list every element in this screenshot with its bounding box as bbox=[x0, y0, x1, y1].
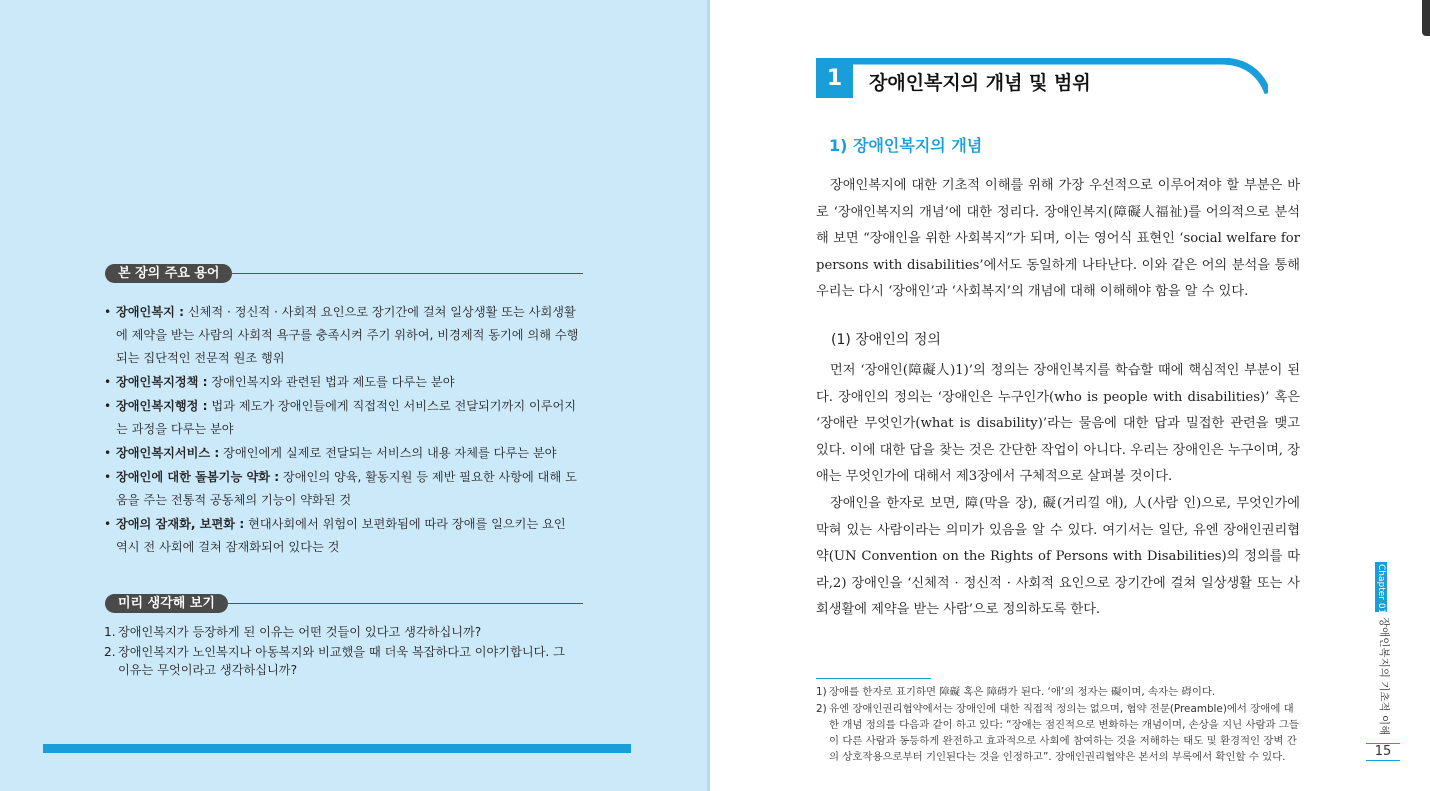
chapter-tab-label: Chapter 01 bbox=[1376, 564, 1386, 615]
term-name: 장애인복지행정 : bbox=[116, 399, 208, 413]
term-name: 장애인복지서비스 : bbox=[116, 446, 220, 460]
paragraph-2 bbox=[816, 358, 1300, 491]
term-description: 장애인복지와 관련된 법과 제도를 다루는 분야 bbox=[207, 375, 455, 389]
question-text: 장애인복지가 등장하게 된 이유는 어떤 것들이 있다고 생각하십니까? bbox=[118, 625, 482, 639]
term-item bbox=[104, 371, 579, 394]
chapter-tab bbox=[1375, 562, 1387, 615]
preview-label: 미리 생각해 보기 bbox=[105, 594, 228, 613]
key-terms-list bbox=[104, 301, 579, 560]
paragraph-3 bbox=[816, 491, 1300, 624]
paragraph-3-text: 장애인을 한자로 보면, 障(막을 장), 礙(거리낄 애), 人(사람 인)으로, 무엇인가에 막혀 있는 사람이라는 의미가 있음을 알 수 있다. 여기서는 일단, 유엔 장애인권리협약(UN Convention on the Rights of Persons with Disabilities)의 정의를 따라,2) 장애인을 ‘신체적 · 정신적 · 사회적 요인으로 장기간에 걸쳐 일상생활 또는 사회생활에 제약을 받는 사람’으로 정의하도록 한다. bbox=[816, 496, 1300, 618]
footnotes bbox=[816, 684, 1302, 766]
term-item bbox=[104, 395, 579, 441]
footnote-number: 2) bbox=[816, 703, 827, 715]
term-description: 신체적 · 정신적 · 사회적 요인으로 장기간에 걸쳐 일상생활 또는 사회생활에 제약을 받는 사람의 사회적 욕구를 충족시켜 주기 위하여, 비경제적 동기에 의해 수행되는 집단적인 전문적 원조 행위 bbox=[116, 305, 579, 365]
footnote-rule bbox=[816, 678, 931, 679]
key-terms-rule bbox=[223, 273, 583, 274]
section-title: 장애인복지의 개념 및 범위 bbox=[869, 72, 1091, 94]
paragraph-2-text: 먼저 ‘장애인(障礙人)1)’의 정의는 장애인복지를 학습할 때에 핵심적인 부분이 된다. 장애인의 정의는 ‘장애인은 누구인가(who is people with disabilities)’ 혹은 ‘장애란 무엇인가(what is disability)’라는 물음에 대한 답과 밀접한 관련을 맺고 있다. 이에 대한 답을 찾는 것은 간단한 작업이 아니다. 우리는 장애인은 누구이며, 장애는 무엇인가에 대해서 제3장에서 구체적으로 살펴볼 것이다. bbox=[816, 363, 1300, 485]
term-description: 법과 제도가 장애인들에게 직접적인 서비스로 전달되기까지 이루어지는 과정을 다루는 분야 bbox=[116, 399, 577, 436]
scroll-handle[interactable] bbox=[1422, 0, 1430, 36]
term-name: 장애인복지정책 : bbox=[116, 375, 208, 389]
term-name: 장애인에 대한 돌봄기능 약화 : bbox=[116, 470, 280, 484]
bottom-accent-bar bbox=[43, 744, 631, 753]
term-item bbox=[104, 301, 579, 370]
question-number: 1. bbox=[104, 625, 116, 639]
paragraph-1 bbox=[816, 173, 1300, 306]
subsection-title: 1) 장애인복지의 개념 bbox=[829, 136, 983, 155]
minor-title: (1) 장애인의 정의 bbox=[831, 332, 941, 348]
page-number: 15 bbox=[1366, 743, 1400, 761]
left-page bbox=[0, 0, 707, 791]
preview-rule bbox=[223, 603, 583, 604]
term-item bbox=[104, 466, 579, 512]
footnote-number: 1) bbox=[816, 686, 827, 698]
term-description: 현대사회에서 위험이 보편화됨에 따라 장애를 일으키는 요인 역시 전 사회에 걸쳐 잠재화되어 있다는 것 bbox=[116, 517, 566, 554]
term-name: 장애의 잠재화, 보편화 : bbox=[116, 517, 245, 531]
key-terms-label: 본 장의 주요 용어 bbox=[105, 264, 232, 283]
preview-questions bbox=[104, 623, 579, 681]
term-description: 장애인에게 실제로 전달되는 서비스의 내용 자체를 다루는 분야 bbox=[219, 446, 557, 460]
question-item bbox=[104, 623, 579, 641]
question-text: 장애인복지가 노인복지나 아동복지와 비교했을 때 더욱 복잡하다고 이야기합니다. 그 이유는 무엇이라고 생각하십니까? bbox=[118, 645, 565, 677]
term-description: 장애인의 양육, 활동지원 등 제반 필요한 사항에 대해 도움을 주는 전통적 공동체의 기능이 약화된 것 bbox=[116, 470, 577, 507]
term-item bbox=[104, 442, 579, 465]
term-name: 장애인복지 : bbox=[116, 305, 184, 319]
question-item bbox=[104, 643, 579, 679]
footnote bbox=[816, 684, 1302, 700]
question-number: 2. bbox=[104, 645, 116, 659]
footnote bbox=[816, 701, 1302, 765]
key-terms-header bbox=[105, 264, 583, 286]
paragraph-1-text: 장애인복지에 대한 기초적 이해를 위해 가장 우선적으로 이루어져야 할 부분은 바로 ‘장애인복지의 개념’에 대한 정리다. 장애인복지(障礙人福祉)를 어의적으로 분석해 보면 “장애인을 위한 사회복지”가 되며, 이는 영어식 표현인 ‘social welfare for persons with disabilities’에서도 동일하게 나타난다. 이와 같은 어의 분석을 통해 우리는 다시 ‘장애인’과 ‘사회복지’의 개념에 대해 이해해야 함을 알 수 있다. bbox=[816, 178, 1300, 300]
footnote-text: 장애를 한자로 표기하면 障礙 혹은 障碍가 된다. ‘애’의 정자는 礙이며, 속자는 碍이다. bbox=[829, 686, 1216, 698]
term-item bbox=[104, 513, 579, 559]
chapter-side-title: 장애인복지의 기초적 이해 bbox=[1378, 617, 1390, 736]
section-number: 1 bbox=[816, 58, 853, 98]
preview-header bbox=[105, 594, 583, 616]
footnote-text: 유엔 장애인권리협약에서는 장애인에 대한 직접적 정의는 없으며, 협약 전문(Preamble)에서 장애에 대한 개념 정의를 다음과 같이 하고 있다: “장애는 점진적으로 변화하는 개념이며, 손상을 지닌 사람과 그들이 다른 사람과 동등하게 완전하고 효과적으로 사회에 참여하는 것을 저해하는 태도 및 환경적인 장벽 간의 상호작용으로부터 기인된다는 것을 인정하고”. 장애인권리협약은 본서의 부록에서 확인할 수 있다. bbox=[829, 703, 1299, 763]
section-banner bbox=[816, 58, 1268, 98]
